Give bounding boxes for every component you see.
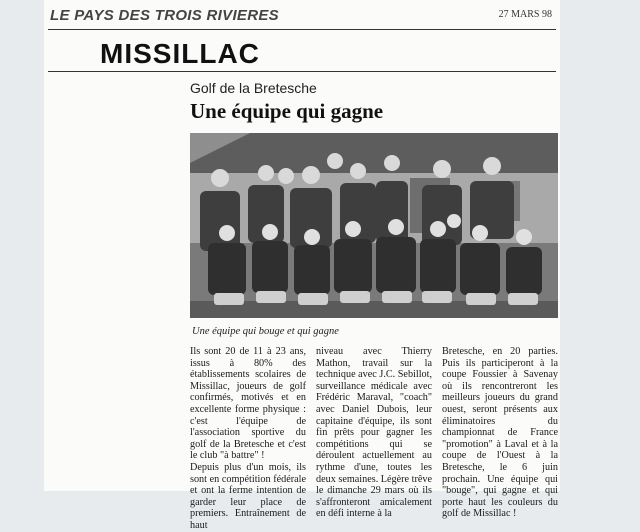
masthead-rule: [48, 29, 556, 30]
newspaper-clipping: [44, 0, 560, 531]
section-title: MISSILLAC: [100, 38, 260, 69]
photo-caption: Une équipe qui bouge et qui gagne: [192, 326, 339, 337]
team-photo: [190, 133, 558, 318]
article-kicker: Golf de la Bretesche: [190, 80, 317, 96]
article-headline: Une équipe qui gagne: [190, 99, 384, 123]
column-2-text: niveau avec Thierry Mathon, travail sur la technique avec J.C. Sebillot, surveillance médicale avec Frédéric Maraval, "coach" avec Daniel Dubois, leur capitaine d'équipe, ils sont fin prêts pour gagner les compétitions qui se déroulent actuellement au rythme d'une, toutes les deux semaines. Légère trêve le dimanche 29 mars où ils s'affronteront amicalement en défi interne à la: [316, 346, 432, 520]
article-column-2: [316, 346, 432, 520]
section-rule: [48, 71, 556, 72]
masthead: LE PAYS DES TROIS RIVIERES: [50, 7, 279, 24]
column-1-text: Ils sont 20 de 11 à 23 ans, issus à 80% des établissements scolaires de Missillac, joueurs de golf confirmés, motivés et en excellente forme physique : c'est l'équipe de l'association sportive du golf de la Bretesche et c'est le club "à battre" ! Depuis plus d'un mois, ils sont en compétition fédérale et ont la ferme intention de garder leur place de premiers. Entraînement de haut: [190, 346, 306, 531]
issue-date: 27 MARS 98: [498, 9, 552, 20]
article-column-3: [442, 346, 558, 520]
article-column-1: [190, 346, 306, 532]
column-3-text: Bretesche, en 20 parties. Puis ils participeront à la coupe Foussier à Savenay où ils rencontreront les meilleurs joueurs du grand ouest, seront présents aux éliminatoires du championnat de France "promotion" à Laval et à la coupe de l'Ouest à la Bretesche, le 6 juin prochain. Une équipe qui "bouge", qui gagne et qui porte haut les couleurs du golf de Missillac !: [442, 346, 558, 520]
